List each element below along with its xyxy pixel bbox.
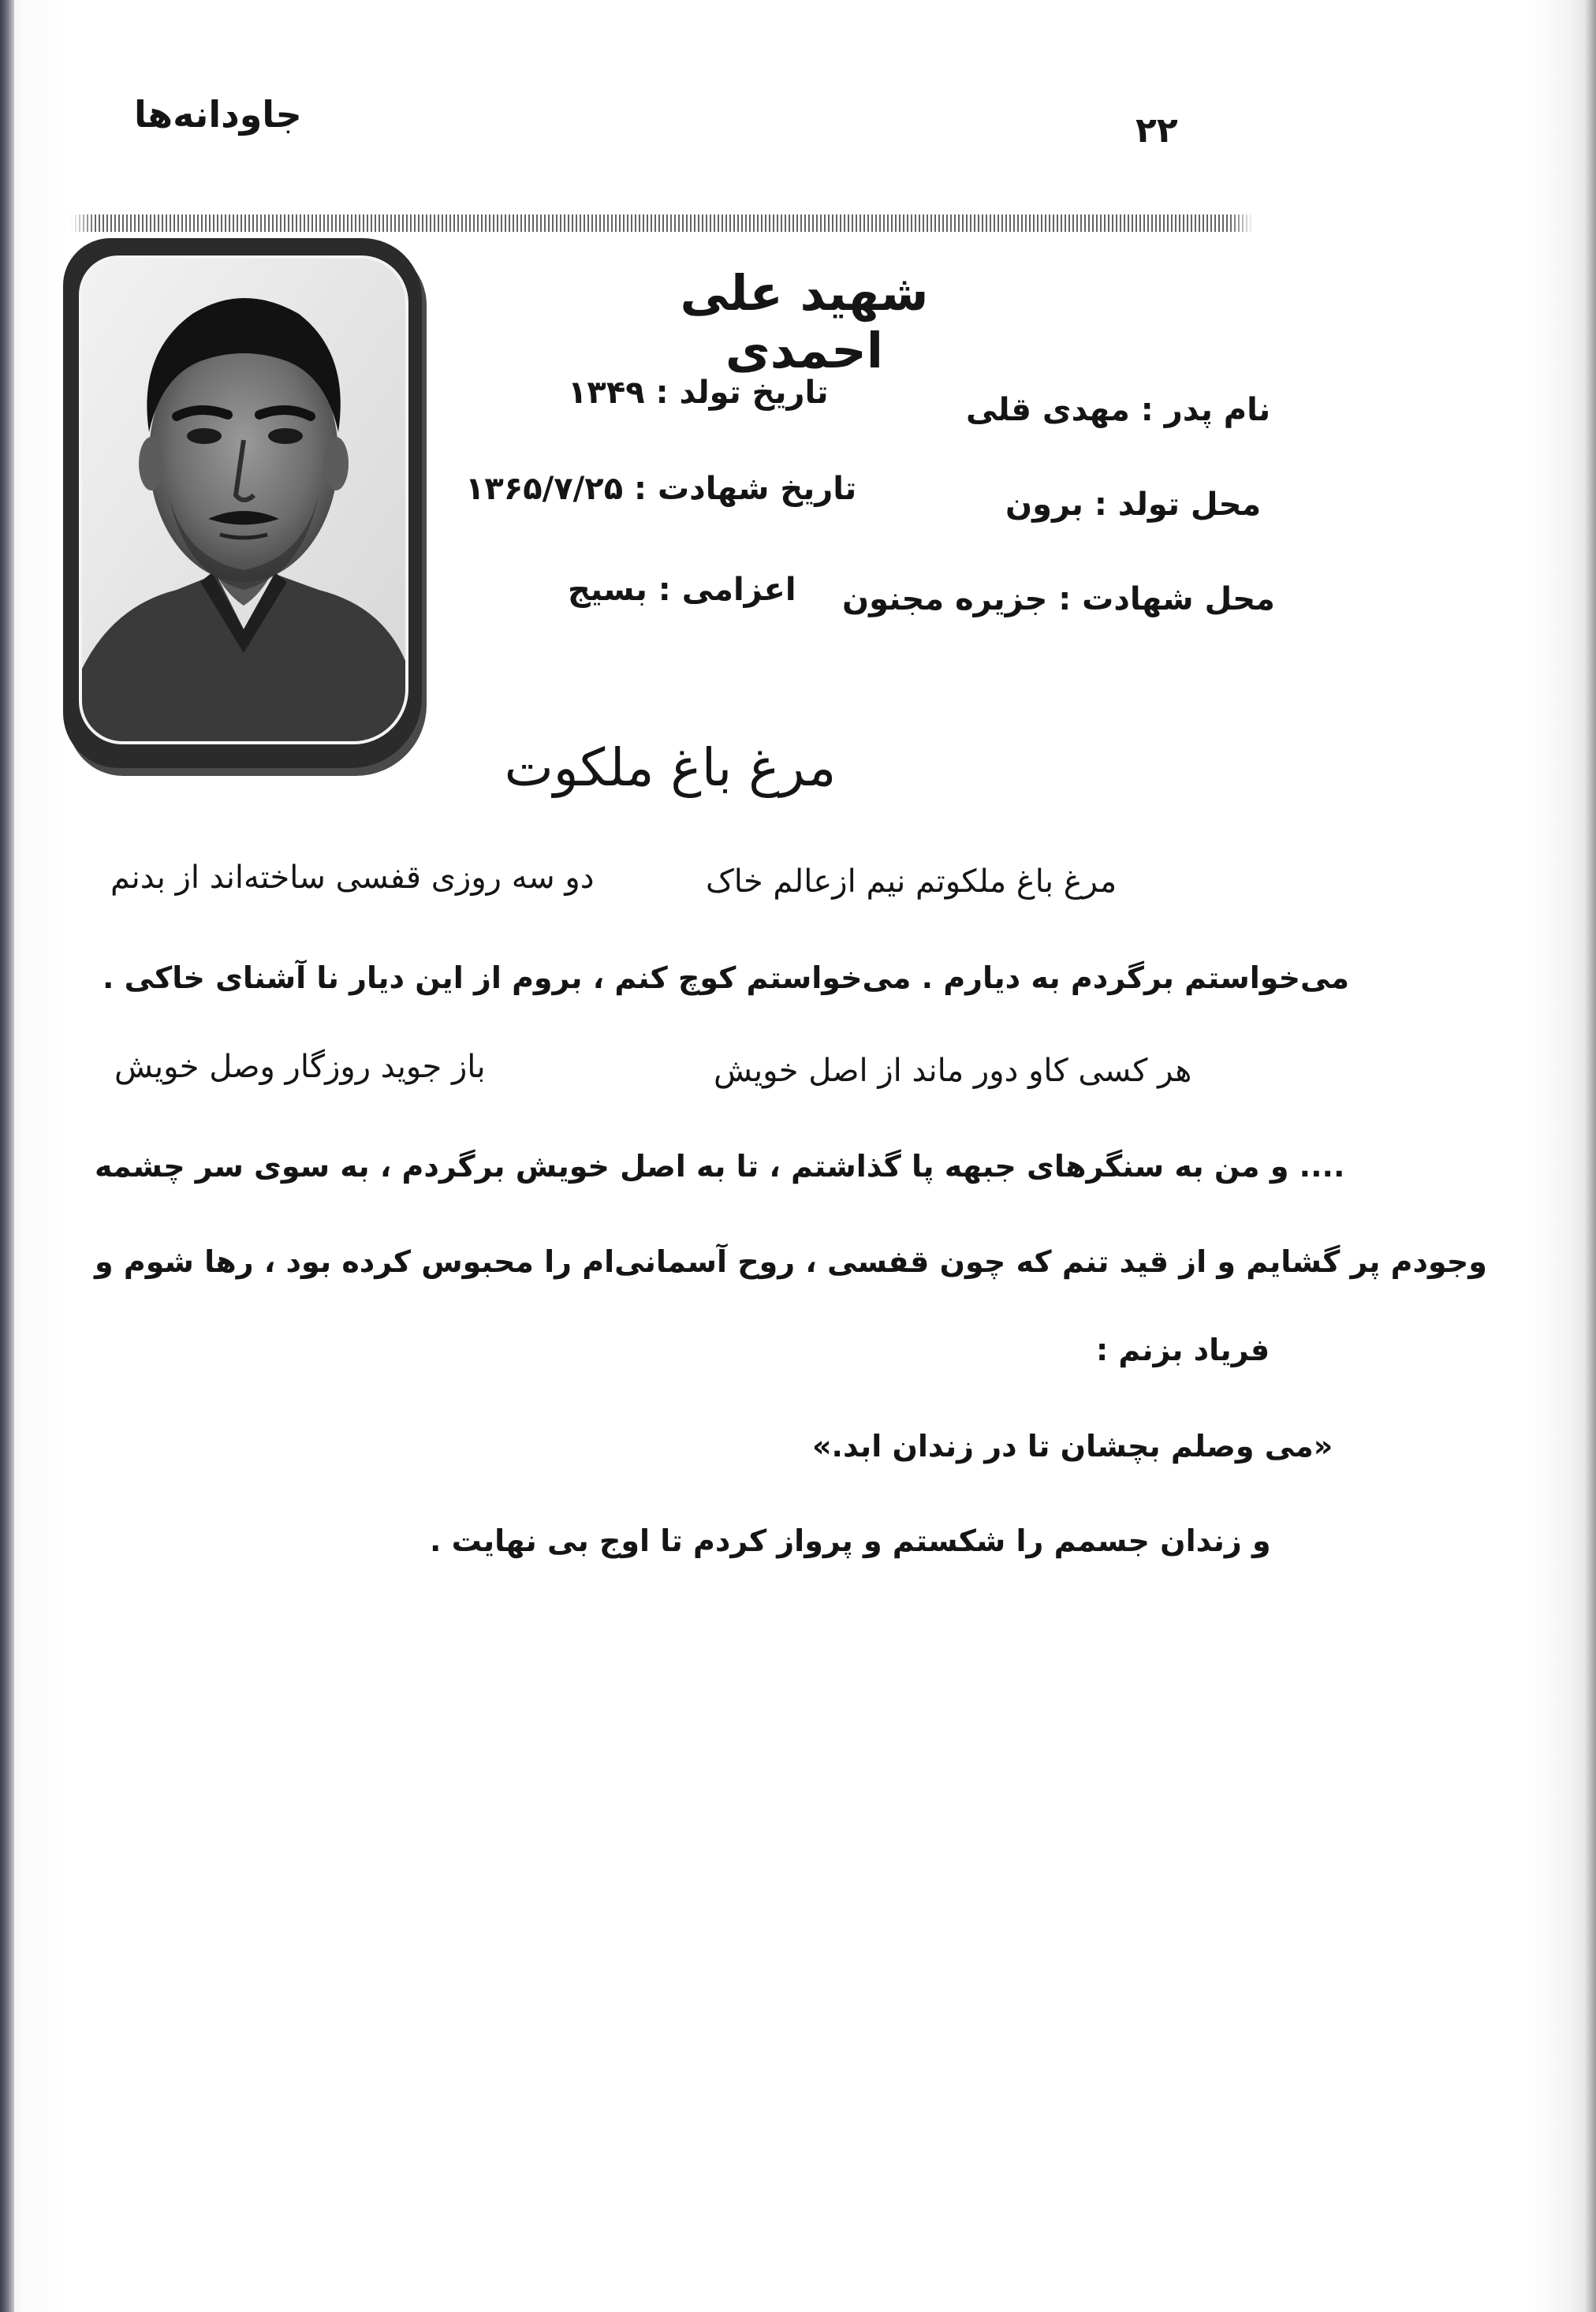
header-divider — [71, 214, 1254, 232]
verse-1-right: مرغ باغ ملکوتم نیم ازعالم خاک — [706, 863, 1117, 900]
closing-line: و زندان جسمم را شکستم و پرواز کردم تا اوج بی نهایت . — [430, 1523, 1271, 1558]
page-edge-shadow — [1585, 0, 1596, 2312]
paragraph-line: می‌خواستم برگردم به دیارم . می‌خواستم کوچ کنم ، بروم از این دیار نا آشنای خاکی . — [103, 960, 1349, 995]
portrait-photo — [79, 255, 408, 744]
portrait-frame — [63, 238, 422, 768]
martyrdom-place: محل شهادت : جزیره مجنون — [842, 581, 1275, 617]
portrait-illustration — [82, 259, 405, 741]
martyrdom-date: تاریخ شهادت : ۱۳۶۵/۷/۲۵ — [465, 471, 857, 507]
paragraph-line: .... و من به سنگرهای جبهه پا گذاشتم ، تا به اصل خویش برگردم ، به سوی سر چشمه — [95, 1149, 1345, 1184]
father-name: نام پدر : مهدی قلی — [966, 392, 1271, 428]
verse-2-right: هر کسی کاو دور ماند از اصل خویش — [714, 1053, 1192, 1089]
verse-1-left: دو سه روزی قفسی ساخته‌اند از بدنم — [110, 860, 595, 896]
book-spine-shadow — [0, 0, 14, 2312]
dispatch: اعزامی : بسیج — [568, 572, 796, 608]
page-number: ۲۲ — [1135, 110, 1178, 151]
paragraph-line: وجودم پر گشایم و از قید تنم که چون قفسی ، روح آسمانی‌ام را محبوس کرده بود ، رها شوم و — [95, 1244, 1487, 1279]
birth-place: محل تولد : برون — [1005, 487, 1262, 523]
martyr-name: شهید علی احمدی — [680, 264, 929, 379]
birth-date: تاریخ تولد : ۱۳۴۹ — [568, 375, 829, 411]
paragraph-line: فریاد بزنم : — [1096, 1333, 1270, 1367]
section-title: مرغ باغ ملکوت — [504, 737, 837, 798]
quote-line: «می وصلم بچشان تا در زندان ابد.» — [812, 1429, 1333, 1464]
running-head: جاودانه‌ها — [134, 93, 302, 136]
verse-2-left: باز جوید روزگار وصل خویش — [114, 1049, 486, 1085]
